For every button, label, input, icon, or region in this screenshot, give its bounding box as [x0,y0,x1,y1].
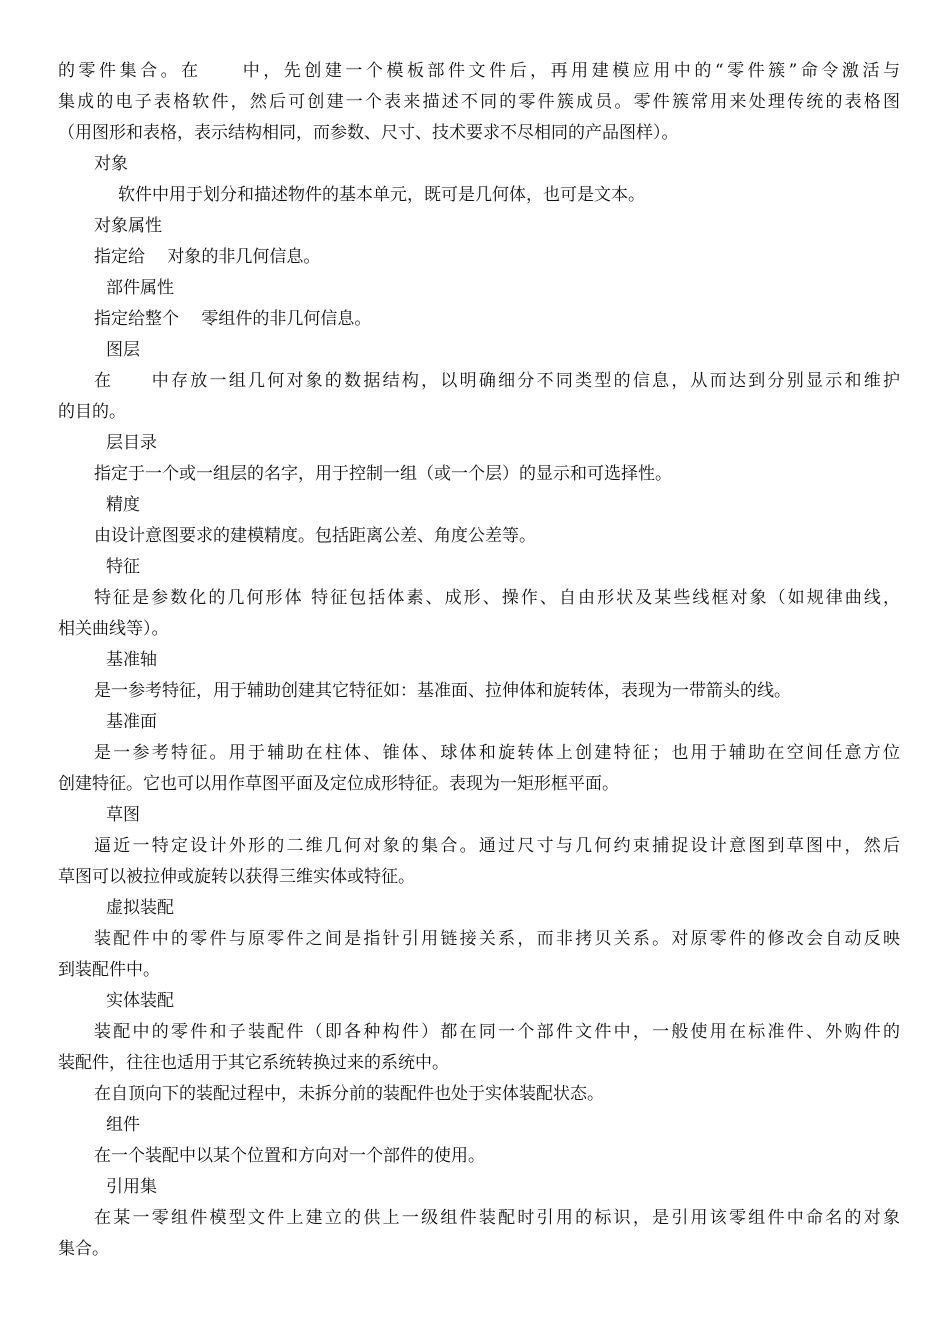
term-definition-datum-axis: 是一参考特征，用于辅助创建其它特征如：基准面、拉伸体和旋转体，表现为一带箭头的线。 [94,681,791,701]
term-heading-reference-set: 引用集 [106,1177,157,1197]
term-heading-datum-axis: 基准轴 [106,650,157,670]
term-heading-precision: 精度 [106,495,140,515]
term-definition-virtual-assembly-line-1: 装配件中的零件与原零件之间是指针引用链接关系，而非拷贝关系。对原零件的修改会自动反映 [94,929,900,949]
intro-line-1: 的零件集合。在 中，先创建一个模板部件文件后，再用建模应用中的“零件簇”命令激活与 [58,61,900,81]
intro-line-2: 集成的电子表格软件，然后可创建一个表来描述不同的零件簇成员。零件簇常用来处理传统的表格图 [58,92,900,112]
term-definition-layer-line-1: 在 中存放一组几何对象的数据结构，以明确细分不同类型的信息，从而达到分别显示和维护 [94,371,900,391]
term-definition-reference-set-line-1: 在某一零组件模型文件上建立的供上一级组件装配时引用的标识，是引用该零组件中命名的对象 [94,1208,900,1228]
term-definition-reference-set-line-2: 集合。 [58,1239,109,1259]
term-definition-sketch-line-2: 草图可以被拉伸或旋转以获得三维实体或特征。 [58,867,415,887]
term-heading-solid-assembly: 实体装配 [106,991,174,1011]
term-heading-component: 组件 [106,1115,140,1135]
term-definition-precision: 由设计意图要求的建模精度。包括距离公差、角度公差等。 [94,526,536,546]
term-heading-layer: 图层 [106,340,140,360]
term-heading-object-attribute: 对象属性 [94,216,162,236]
term-definition-feature-line-2: 相关曲线等）。 [58,619,169,639]
term-heading-feature: 特征 [106,557,140,577]
term-definition-part-attribute: 指定给整个 零组件的非几何信息。 [94,309,372,329]
term-definition-object-attribute: 指定给 对象的非几何信息。 [94,247,321,267]
term-definition-solid-assembly-line-1: 装配中的零件和子装配件（即各种构件）都在同一个部件文件中，一般使用在标准件、外购件的 [94,1022,900,1042]
term-definition-virtual-assembly-line-2: 到装配件中。 [58,960,160,980]
term-definition-solid-assembly-line-2: 装配件，往往也适用于其它系统转换过来的系统中。 [58,1053,449,1073]
term-heading-datum-plane: 基准面 [106,712,157,732]
term-heading-layer-category: 层目录 [106,433,157,453]
term-definition-sketch-line-1: 逼近一特定设计外形的二维几何对象的集合。通过尺寸与几何约束捕捉设计意图到草图中，然后 [94,836,900,856]
term-heading-virtual-assembly: 虚拟装配 [106,898,174,918]
term-definition-datum-plane-line-1: 是一参考特征。用于辅助在柱体、锥体、球体和旋转体上创建特征；也用于辅助在空间任意方位 [94,743,900,763]
term-heading-part-attribute: 部件属性 [106,278,174,298]
term-definition-component: 在一个装配中以某个位置和方向对一个部件的使用。 [94,1146,485,1166]
term-definition-object: 软件中用于划分和描述物件的基本单元，既可是几何体，也可是文本。 [118,185,645,205]
term-definition-layer-line-2: 的目的。 [58,402,126,422]
term-definition-feature-line-1: 特征是参数化的几何形体 特征包括体素、成形、操作、自由形状及某些线框对象（如规律曲线， [94,588,900,608]
term-definition-layer-category: 指定于一个或一组层的名字，用于控制一组（或一个层）的显示和可选择性。 [94,464,672,484]
term-heading-object: 对象 [94,154,128,174]
term-definition-datum-plane-line-2: 创建特征。它也可以用作草图平面及定位成形特征。表现为一矩形框平面。 [58,774,619,794]
term-heading-sketch: 草图 [106,805,140,825]
term-definition-solid-assembly-line-3: 在自顶向下的装配过程中，未拆分前的装配件也处于实体装配状态。 [94,1084,604,1104]
intro-line-3: （用图形和表格，表示结构相同，而参数、尺寸、技术要求不尽相同的产品图样）。 [58,123,679,143]
